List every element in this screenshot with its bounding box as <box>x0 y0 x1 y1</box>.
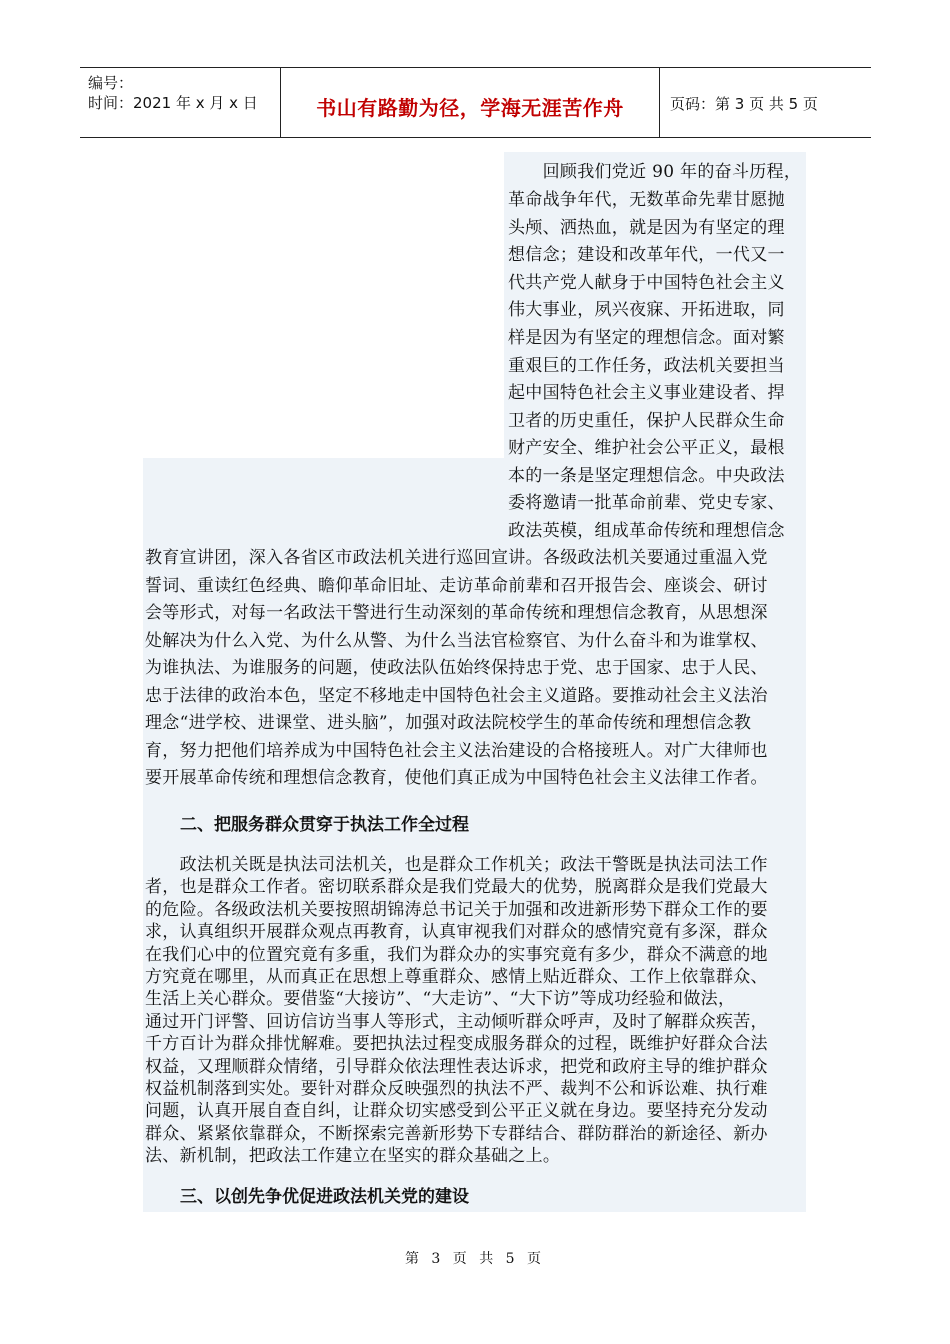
text-line: 教育宣讲团，深入各省区市政法机关进行巡回宣讲。各级政法机关要通过重温入党 <box>145 548 768 568</box>
text-line: 本的一条是坚定理想信念。中央政法 <box>508 466 785 486</box>
text-line: 委将邀请一批革命前辈、党史专家、 <box>508 493 785 513</box>
text-line: 的危险。各级政法机关要按照胡锦涛总书记关于加强和改进新形势下群众工作的要 <box>145 899 768 920</box>
header-page-cell <box>660 68 871 137</box>
text-line: 卫者的历史重任，保护人民群众生命 <box>508 411 785 431</box>
text-line: 回顾我们党近 90 年的奋斗历程， <box>508 162 802 182</box>
text-line: 伟大事业，夙兴夜寐、开拓进取，同 <box>508 300 785 320</box>
text-line: 育，努力把他们培养成为中国特色社会主义法治建设的合格接班人。对广大律师也 <box>145 741 768 761</box>
text-line: 革命战争年代，无数革命先辈甘愿抛 <box>508 190 785 210</box>
text-line: 生活上关心群众。要借鉴“大接访”、“大走访”、“大下访”等成功经验和做法， <box>145 989 736 1010</box>
header-motto-cell <box>281 68 660 137</box>
page-header <box>80 67 871 138</box>
text-line: 千方百计为群众排忧解难。要把执法过程变成服务群众的过程，既维护好群众合法 <box>145 1034 768 1055</box>
page-footer: 第 3 页 共 5 页 <box>404 1251 546 1267</box>
text-line: 起中国特色社会主义事业建设者、捍 <box>508 383 785 403</box>
text-line: 头颅、洒热血，就是因为有坚定的理 <box>508 218 785 238</box>
text-line: 想信念；建设和改革年代，一代又一 <box>508 245 785 265</box>
header-info-cell <box>80 68 281 137</box>
text-line: 求，认真组织开展群众观点再教育，认真审视我们对群众的感情究竟有多深，群众 <box>145 922 768 943</box>
text-line: 处解决为什么入党、为什么从警、为什么当法官检察官、为什么奋斗和为谁掌权、 <box>145 631 768 651</box>
document-number-label: 编号： <box>88 74 134 92</box>
document-date-label: 时间：2021 年 x 月 x 日 <box>88 94 258 112</box>
text-line: 方究竟在哪里，从而真正在思想上尊重群众、感情上贴近群众、工作上依靠群众、 <box>145 967 768 987</box>
text-line: 样是因为有坚定的理想信念。面对繁 <box>508 328 785 348</box>
text-line: 忠于法律的政治本色，坚定不移地走中国特色社会主义道路。要推动社会主义法治 <box>145 686 768 706</box>
text-line: 权益，又理顺群众情绪，引导群众依法理性表达诉求，把党和政府主导的维护群众 <box>145 1056 768 1077</box>
text-line: 要开展革命传统和理想信念教育，使他们真正成为中国特色社会主义法律工作者。 <box>145 768 768 788</box>
text-line: 群众、紧紧依靠群众，不断探索完善新形势下专群结合、群防群治的新途径、新办 <box>145 1123 768 1144</box>
section-heading-3: 三、以创先争优促进政法机关党的建设 <box>180 1186 469 1207</box>
text-line: 誓词、重读红色经典、瞻仰革命旧址、走访革命前辈和召开报告会、座谈会、研讨 <box>145 576 768 596</box>
text-line: 法、新机制，把政法工作建立在坚实的群众基础之上。 <box>145 1146 561 1167</box>
text-line: 通过开门评警、回访信访当事人等形式，主动倾听群众呼声，及时了解群众疾苦， <box>145 1011 768 1032</box>
text-line: 政法英模，组成革命传统和理想信念 <box>508 521 785 541</box>
text-line: 在我们心中的位置究竟有多重，我们为群众办的实事究竟有多少，群众不满意的地 <box>145 944 768 965</box>
text-line: 政法机关既是执法司法机关，也是群众工作机关；政法干警既是执法司法工作 <box>145 855 768 875</box>
text-line: 会等形式，对每一名政法干警进行生动深刻的革命传统和理想信念教育，从思想深 <box>145 603 768 623</box>
text-line: 重艰巨的工作任务，政法机关要担当 <box>508 356 785 376</box>
text-line: 权益机制落到实处。要针对群众反映强烈的执法不严、裁判不公和诉讼难、执行难 <box>145 1079 768 1099</box>
header-page-number: 页码：第 3 页 共 5 页 <box>670 95 818 113</box>
header-motto: 书山有路勤为径，学海无涯苦作舟 <box>316 96 624 120</box>
text-line: 代共产党人献身于中国特色社会主义 <box>508 273 785 293</box>
text-line: 理念“进学校、进课堂、进头脑”，加强对政法院校学生的革命传统和理想信念教 <box>145 713 752 733</box>
text-line: 问题，认真开展自查自纠，让群众切实感受到公平正义就在身边。要坚持充分发动 <box>145 1101 768 1122</box>
text-line: 为谁执法、为谁服务的问题，使政法队伍始终保持忠于党、忠于国家、忠于人民、 <box>145 658 768 678</box>
section-heading-2: 二、把服务群众贯穿于执法工作全过程 <box>180 815 469 835</box>
text-line: 者，也是群众工作者。密切联系群众是我们党最大的优势，脱离群众是我们党最大 <box>145 877 768 898</box>
text-line: 财产安全、维护社会公平正义，最根 <box>508 438 785 458</box>
